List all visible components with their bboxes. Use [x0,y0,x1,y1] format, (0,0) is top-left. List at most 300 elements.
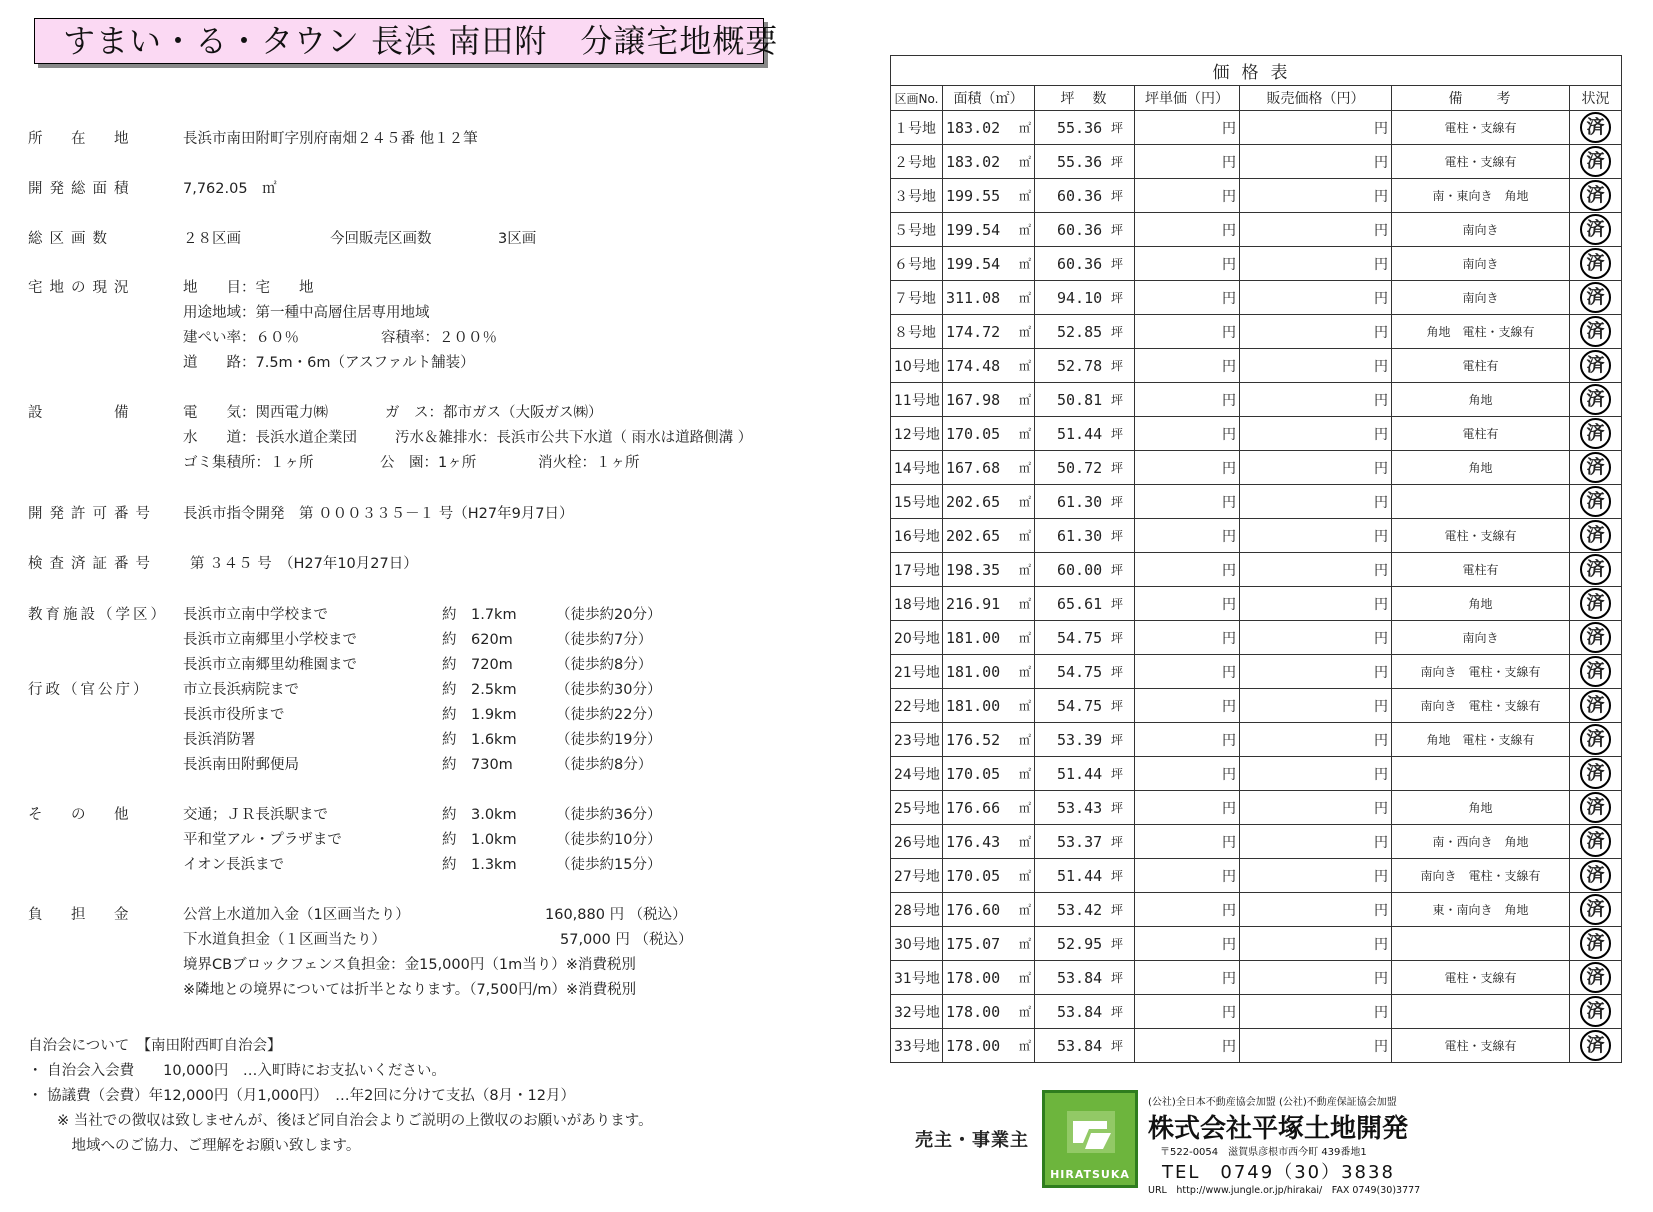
price-row [891,723,1622,757]
lot-tsubo-value: 65.61 [1057,594,1103,613]
sold-mark-icon: 済 [1580,316,1611,347]
lot-note: 角地 [1392,791,1570,825]
sold-mark-icon: 済 [1580,826,1611,857]
tsubo-unit: 坪 [1110,698,1123,713]
lot-note: 南向き 電柱・支線有 [1392,655,1570,689]
facility-distance: 約 1.6km [442,732,517,748]
shokasen-value: 消火栓：１ヶ所 [538,455,640,471]
tsubo-unit: 坪 [1110,732,1123,747]
sold-mark-icon: 済 [1580,350,1611,381]
lot-area [943,859,1035,893]
sale-price: 円 [1240,927,1392,961]
price-row [891,451,1622,485]
lot-area [943,315,1035,349]
lot-area [943,383,1035,417]
lot-note: 南向き 電柱・支線有 [1392,689,1570,723]
price-row [891,247,1622,281]
lot-area-value: 183.02 [946,152,1001,171]
lot-tsubo-value: 51.44 [1057,424,1103,443]
lot-area-value: 167.98 [946,390,1001,409]
lot-tsubo-value: 51.44 [1057,866,1103,885]
area-unit: ㎡ [1018,120,1031,135]
lot-note: 南・西向き 角地 [1392,825,1570,859]
tsubo-unit: 坪 [1110,494,1123,509]
sewer-fee-name: 下水道負担金（１区画当たり） [183,932,386,948]
lot-status [1570,621,1622,655]
sold-mark-icon: 済 [1580,282,1611,313]
area-unit: ㎡ [1018,392,1031,407]
lot-number: 11号地 [891,383,943,417]
sale-price: 円 [1240,961,1392,995]
lot-tsubo [1035,893,1135,927]
jichikai-heading: 自治会について 【南田附西町自治会】 [28,1038,282,1054]
area-unit: ㎡ [1018,188,1031,203]
membership: (公社)全日本不動産協会加盟 (公社)不動産保証協会加盟 [1148,1097,1397,1108]
lot-number: 24号地 [891,757,943,791]
company-address: 〒522-0054 滋賀県彦根市西今町 439番地1 [1160,1147,1367,1158]
lot-number: 33号地 [891,1029,943,1063]
lot-area [943,247,1035,281]
facility-distance: 約 1.9km [442,707,517,723]
sale-price: 円 [1240,247,1392,281]
lot-number: 10号地 [891,349,943,383]
fence-fee: 境界CBブロックフェンス負担金：金15,000円（1m当り）※消費税別 [183,957,636,973]
price-table [890,55,1622,1063]
lot-number: 22号地 [891,689,943,723]
tsubo-price: 円 [1135,621,1240,655]
area-unit: ㎡ [1018,698,1031,713]
lot-note: 電柱有 [1392,417,1570,451]
lot-status [1570,451,1622,485]
tsubo-unit: 坪 [1110,834,1123,849]
sale-price: 円 [1240,485,1392,519]
facility-walk: （徒歩約30分） [556,682,662,698]
lot-note: 電柱・支線有 [1392,1029,1570,1063]
price-row [891,281,1622,315]
lot-note: 電柱有 [1392,553,1570,587]
lot-area-value: 181.00 [946,628,1001,647]
hiratsuka-mark-icon [1063,1107,1119,1157]
sold-mark-icon: 済 [1580,996,1611,1027]
tsubo-price: 円 [1135,553,1240,587]
tsubo-unit: 坪 [1110,392,1123,407]
sold-mark-icon: 済 [1580,214,1611,245]
area-unit: ㎡ [1018,324,1031,339]
company-name: 株式会社平塚土地開発 [1148,1114,1409,1144]
sold-mark-icon: 済 [1580,758,1611,789]
lot-tsubo [1035,247,1135,281]
status-line: 地 目：宅 地 [183,280,314,296]
facility-distance: 約 720m [442,657,513,673]
sale-price: 円 [1240,859,1392,893]
jichikai-line: ・ 自治会入会費 10,000円 …入町時にお支払いください。 [28,1063,446,1079]
lot-status [1570,281,1622,315]
price-row [891,791,1622,825]
yoseki-value: 容積率：２００％ [381,330,497,346]
other-label: そ の 他 [28,807,136,823]
lot-status [1570,247,1622,281]
lot-tsubo-value: 61.30 [1057,492,1103,511]
lot-status [1570,655,1622,689]
lot-status [1570,179,1622,213]
inspection-value: 第 ３４５ 号 （H27年10月27日） [190,556,418,572]
sold-mark-icon: 済 [1580,860,1611,891]
lot-tsubo-value: 94.10 [1057,288,1103,307]
lot-tsubo-value: 54.75 [1057,662,1103,681]
price-row [891,349,1622,383]
tsubo-unit: 坪 [1110,664,1123,679]
lot-number: 26号地 [891,825,943,859]
lot-note: 東・南向き 角地 [1392,893,1570,927]
lot-number: 23号地 [891,723,943,757]
facility-walk: （徒歩約8分） [556,757,653,773]
admin-label: 行政（官公庁） [28,682,151,698]
company-url-fax: URL http://www.jungle.or.jp/hirakai/ FAX 0749(30)3777 [1148,1185,1421,1196]
price-table-body [891,111,1622,1063]
lot-area [943,587,1035,621]
lot-tsubo-value: 53.39 [1057,730,1103,749]
tsubo-unit: 坪 [1110,936,1123,951]
status-label: 宅地の現況 [28,280,136,296]
lot-tsubo-value: 52.85 [1057,322,1103,341]
area-unit: ㎡ [1018,902,1031,917]
lot-note: 南・東向き 角地 [1392,179,1570,213]
lot-status [1570,417,1622,451]
lot-area-value: 216.91 [946,594,1001,613]
boundary-note: ※隣地との境界については折半となります。（7,500円/m）※消費税別 [183,982,637,998]
tsubo-unit: 坪 [1110,256,1123,271]
lot-tsubo-value: 53.43 [1057,798,1103,817]
price-row [891,213,1622,247]
education-label: 教育施設（学区） [28,607,168,623]
tsubo-unit: 坪 [1110,902,1123,917]
lot-status [1570,859,1622,893]
lot-area-value: 199.55 [946,186,1001,205]
lot-area [943,281,1035,315]
sold-mark-icon: 済 [1580,928,1611,959]
sale-price: 円 [1240,451,1392,485]
lot-note: 角地 [1392,451,1570,485]
lot-area [943,723,1035,757]
facility-walk: （徒歩約10分） [556,832,662,848]
price-row [891,111,1622,145]
lot-tsubo-value: 53.42 [1057,900,1103,919]
sale-price: 円 [1240,315,1392,349]
lot-number: 28号地 [891,893,943,927]
lot-number: ６号地 [891,247,943,281]
tsubo-unit: 坪 [1110,868,1123,883]
lot-area-value: 176.43 [946,832,1001,851]
tsubo-price: 円 [1135,1029,1240,1063]
tsubo-price: 円 [1135,417,1240,451]
facility-distance: 約 1.3km [442,857,517,873]
lot-area-value: 170.05 [946,866,1001,885]
price-row [891,315,1622,349]
price-row [891,553,1622,587]
lot-tsubo-value: 52.95 [1057,934,1103,953]
price-row [891,1029,1622,1063]
lot-note: 電柱・支線有 [1392,111,1570,145]
lot-area-value: 311.08 [946,288,1001,307]
lot-tsubo-value: 53.84 [1057,968,1103,987]
lot-number: 16号地 [891,519,943,553]
sale-price: 円 [1240,723,1392,757]
lot-number: ８号地 [891,315,943,349]
facility-name: 長浜市立南中学校まで [183,607,328,623]
lot-note: 電柱・支線有 [1392,145,1570,179]
facility-walk: （徒歩約8分） [556,657,653,673]
lot-tsubo [1035,791,1135,825]
facility-name: 平和堂アル・プラザまで [183,832,342,848]
lot-tsubo [1035,689,1135,723]
facilities-label: 設 備 [28,405,136,421]
logo-text: HIRATSUKA [1050,1168,1130,1181]
lot-number: 15号地 [891,485,943,519]
lot-tsubo-value: 51.44 [1057,764,1103,783]
lot-area-value: 178.00 [946,1002,1001,1021]
water-fee-name: 公営上水道加入金（1区画当たり） [183,907,410,923]
page-title: すまい・る・タウン 長浜 南田附 分譲宅地概要 [34,18,764,64]
lot-area [943,179,1035,213]
tsubo-price: 円 [1135,655,1240,689]
facility-name: 長浜市立南郷里小学校まで [183,632,357,648]
sold-mark-icon: 済 [1580,520,1611,551]
tsubo-price: 円 [1135,927,1240,961]
tsubo-price: 円 [1135,247,1240,281]
price-row [891,519,1622,553]
lot-number: 27号地 [891,859,943,893]
lot-status [1570,825,1622,859]
lot-tsubo [1035,587,1135,621]
lots-label: 総区画数 [28,231,114,247]
lot-area [943,519,1035,553]
area-unit: ㎡ [1018,1038,1031,1053]
lot-note: 南向き [1392,247,1570,281]
permit-label: 開発許可番号 [28,506,157,522]
status-line: 用途地域：第一種中高層住居専用地域 [183,305,430,321]
lot-area [943,553,1035,587]
lot-status [1570,315,1622,349]
area-unit: ㎡ [1018,868,1031,883]
facility-name: 長浜消防署 [183,732,256,748]
area-unit: ㎡ [1018,630,1031,645]
lot-tsubo [1035,723,1135,757]
facility-distance: 約 620m [442,632,513,648]
lot-area-value: 170.05 [946,764,1001,783]
tsubo-price: 円 [1135,383,1240,417]
tsubo-price: 円 [1135,349,1240,383]
lot-area [943,451,1035,485]
company-logo [1042,1090,1138,1188]
sale-price: 円 [1240,995,1392,1029]
lot-area [943,417,1035,451]
lot-tsubo-value: 53.84 [1057,1036,1103,1055]
facility-name: 市立長浜病院まで [183,682,299,698]
facility-walk: （徒歩約22分） [556,707,662,723]
company-tel: TEL 0749（30）3838 [1162,1162,1395,1183]
lot-tsubo [1035,995,1135,1029]
lot-number: ３号地 [891,179,943,213]
gas-value: ガ ス：都市ガス（大阪ガス㈱） [385,405,603,421]
price-row [891,587,1622,621]
sale-price: 円 [1240,791,1392,825]
col-header: 区画No. [891,86,943,111]
sold-mark-icon: 済 [1580,690,1611,721]
area-unit: ㎡ [1018,970,1031,985]
price-row [891,383,1622,417]
tsubo-price: 円 [1135,723,1240,757]
koen-value: 公 園：1ヶ所 [380,455,477,471]
sale-price: 円 [1240,553,1392,587]
lot-status [1570,587,1622,621]
lot-number: ５号地 [891,213,943,247]
lot-tsubo-value: 60.00 [1057,560,1103,579]
lot-tsubo [1035,655,1135,689]
lot-area-value: 183.02 [946,118,1001,137]
sale-price: 円 [1240,1029,1392,1063]
lot-number: 31号地 [891,961,943,995]
tsubo-price: 円 [1135,961,1240,995]
facility-distance: 約 2.5km [442,682,517,698]
lot-area [943,111,1035,145]
permit-value: 長浜市指令開発 第 ０００３３５－１ 号（H27年9月7日） [183,506,574,522]
tsubo-price: 円 [1135,995,1240,1029]
lot-area-value: 174.48 [946,356,1001,375]
tsubo-price: 円 [1135,451,1240,485]
lot-tsubo-value: 54.75 [1057,628,1103,647]
lot-area [943,995,1035,1029]
sale-lots-label: 今回販売区画数 [330,231,432,247]
sold-mark-icon: 済 [1580,622,1611,653]
status-line: 建ぺい率：６０％ [183,330,299,346]
lot-area-value: 176.60 [946,900,1001,919]
tsubo-unit: 坪 [1110,528,1123,543]
facility-walk: （徒歩約7分） [556,632,653,648]
lots-value: ２８区画 [183,231,241,247]
lot-number: 12号地 [891,417,943,451]
lot-area-value: 202.65 [946,492,1001,511]
sold-mark-icon: 済 [1580,656,1611,687]
sold-mark-icon: 済 [1580,962,1611,993]
lot-tsubo [1035,213,1135,247]
facility-name: 長浜市役所まで [183,707,285,723]
sale-price: 円 [1240,893,1392,927]
suido-value: 水 道：長浜水道企業団 [183,430,357,446]
facility-walk: （徒歩約19分） [556,732,662,748]
tsubo-price: 円 [1135,859,1240,893]
lot-note: 角地 [1392,587,1570,621]
sale-price: 円 [1240,757,1392,791]
lot-area-value: 176.66 [946,798,1001,817]
tsubo-unit: 坪 [1110,426,1123,441]
price-row [891,179,1622,213]
tsubo-price: 円 [1135,281,1240,315]
lot-note [1392,995,1570,1029]
lot-area [943,927,1035,961]
facility-name: 交通；ＪＲ長浜駅まで [183,807,328,823]
tsubo-unit: 坪 [1110,222,1123,237]
lot-tsubo [1035,315,1135,349]
sold-mark-icon: 済 [1580,724,1611,755]
price-table-caption: 価格表 [891,56,1622,86]
area-value: 7,762.05 ㎡ [183,181,277,197]
lot-status [1570,111,1622,145]
area-unit: ㎡ [1018,358,1031,373]
price-row [891,995,1622,1029]
lot-status [1570,893,1622,927]
lot-area [943,485,1035,519]
lot-area [943,621,1035,655]
lot-tsubo [1035,859,1135,893]
sewer-fee-amount: 57,000 円 （税込） [560,932,693,948]
tsubo-unit: 坪 [1110,800,1123,815]
tsubo-price: 円 [1135,791,1240,825]
gomi-value: ゴミ集積所：１ヶ所 [183,455,314,471]
lot-area-value: 199.54 [946,254,1001,273]
tsubo-price: 円 [1135,485,1240,519]
facility-walk: （徒歩約36分） [556,807,662,823]
lot-status [1570,349,1622,383]
lot-note: 南向き [1392,213,1570,247]
lot-tsubo [1035,145,1135,179]
col-header: 坪単価（円） [1135,86,1240,111]
sold-mark-icon: 済 [1580,248,1611,279]
tsubo-price: 円 [1135,179,1240,213]
lot-area [943,145,1035,179]
lot-number: 32号地 [891,995,943,1029]
lot-tsubo-value: 55.36 [1057,118,1103,137]
area-unit: ㎡ [1018,732,1031,747]
area-unit: ㎡ [1018,596,1031,611]
tsubo-price: 円 [1135,213,1240,247]
lot-note [1392,485,1570,519]
lot-number: １号地 [891,111,943,145]
lot-area-value: 176.52 [946,730,1001,749]
price-row [891,757,1622,791]
tsubo-price: 円 [1135,689,1240,723]
lot-note: 南向き [1392,281,1570,315]
lot-note: 電柱有 [1392,349,1570,383]
lot-area [943,893,1035,927]
denki-value: 電 気：関西電力㈱ [183,405,328,421]
sold-mark-icon: 済 [1580,554,1611,585]
sale-price: 円 [1240,587,1392,621]
price-row [891,927,1622,961]
area-unit: ㎡ [1018,936,1031,951]
area-unit: ㎡ [1018,290,1031,305]
tsubo-price: 円 [1135,111,1240,145]
area-label: 開発総面積 [28,181,136,197]
jichikai-line: 地域へのご協力、ご理解をお願い致します。 [28,1138,361,1154]
tsubo-unit: 坪 [1110,970,1123,985]
sold-mark-icon: 済 [1580,384,1611,415]
tsubo-price: 円 [1135,757,1240,791]
lot-note: 角地 [1392,383,1570,417]
sale-price: 円 [1240,689,1392,723]
sale-price: 円 [1240,145,1392,179]
osui-value: 汚水＆雑排水：長浜市公共下水道（ 雨水は道路側溝 ） [395,430,753,446]
tsubo-unit: 坪 [1110,120,1123,135]
price-row [891,859,1622,893]
tsubo-price: 円 [1135,825,1240,859]
lot-area-value: 178.00 [946,968,1001,987]
sale-price: 円 [1240,417,1392,451]
sold-mark-icon: 済 [1580,180,1611,211]
sale-price: 円 [1240,825,1392,859]
lot-tsubo-value: 53.37 [1057,832,1103,851]
col-header: 備 考 [1392,86,1570,111]
lot-tsubo [1035,281,1135,315]
